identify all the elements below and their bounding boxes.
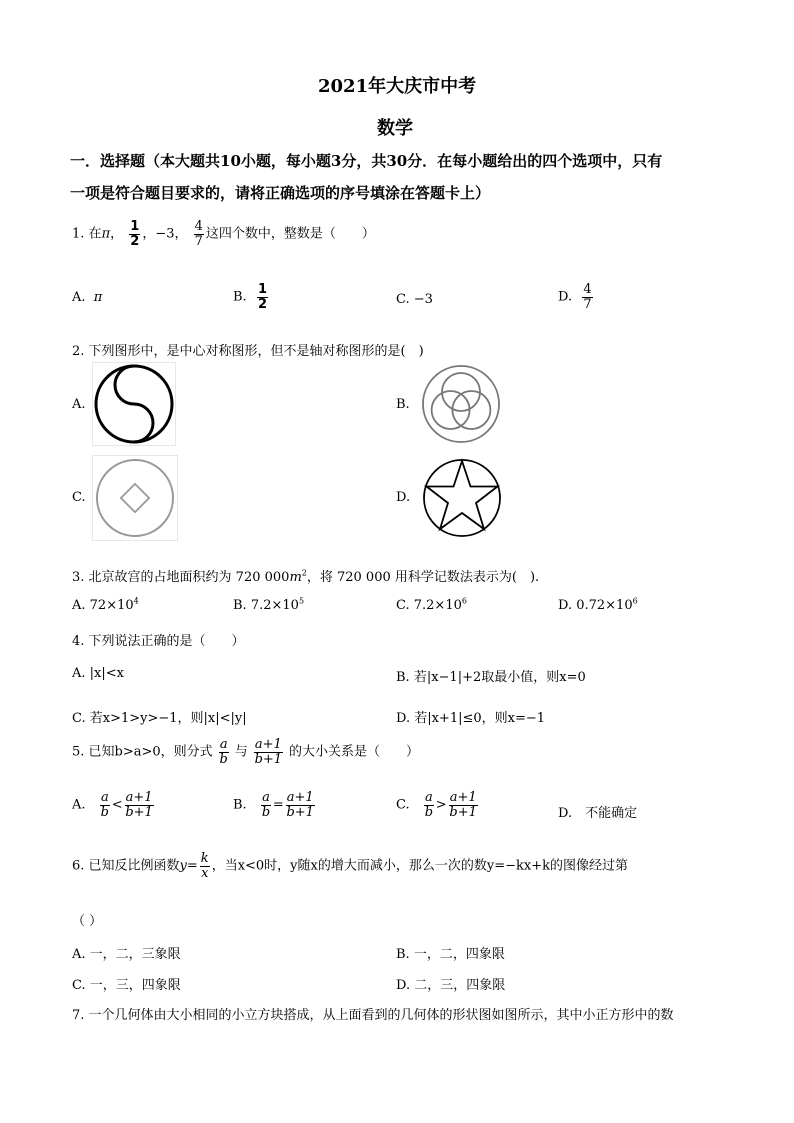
- page-title: 2021年大庆市中考: [318, 76, 477, 97]
- q2-option-b-label[interactable]: B.: [396, 397, 410, 412]
- question-5-stem: 5. 已知b>a>0，则分式 $\frac{a}{b}$ 与 $\frac{a+1}{b+1}$ 的大小关系是（ ）: [72, 737, 419, 767]
- q3-option-c[interactable]: C. $7.2\times 10^6$: [396, 596, 467, 613]
- q1-option-a[interactable]: A. π: [72, 290, 103, 305]
- fraction-one-half: $\frac{1}{2}$: [130, 219, 140, 249]
- q3-option-b[interactable]: B. $7.2\times 10^5$: [233, 596, 305, 613]
- q5-option-b[interactable]: B. $\frac{a}{b}$ = $\frac{a+1}{b+1}$: [233, 790, 314, 820]
- q4-option-a[interactable]: A. |x|<x: [72, 666, 124, 681]
- q5-option-a[interactable]: A. $\frac{a}{b}$ < $\frac{a+1}{b+1}$: [72, 790, 153, 820]
- q5-option-d[interactable]: D. 不能确定: [558, 806, 638, 821]
- section-header-line1: 一．选择题（本大题共10小题，每小题3分，共30分．在每小题给出的四个选项中，只有: [70, 152, 663, 170]
- q4-option-c[interactable]: C. 若x>1>y>−1，则|x|<|y|: [72, 711, 247, 726]
- three-circles-figure: [418, 362, 504, 446]
- q5-option-c[interactable]: C. $\frac{a}{b}$ > $\frac{a+1}{b+1}$: [396, 790, 477, 820]
- q6-option-c[interactable]: C. 一，三，四象限: [72, 978, 181, 993]
- q4-option-b[interactable]: B. 若|x−1|+2取最小值，则x=0: [396, 670, 586, 685]
- q3-option-d[interactable]: D. $0.72\times 10^6$: [558, 596, 638, 613]
- question-6-stem: 6. 已知反比例函数y= $\frac{k}{x}$ ，当x<0时，y随x的增大而减小，那么一次的数y=−kx+k的图像经过第: [72, 851, 628, 881]
- question-4-stem: 4. 下列说法正确的是（ ）: [72, 634, 245, 649]
- subject-title: 数学: [377, 118, 413, 139]
- question-6-paren: （ ）: [72, 914, 103, 929]
- coin-figure: [92, 455, 178, 541]
- star-in-circle-figure: [420, 456, 504, 540]
- yin-yang-figure: [92, 362, 176, 446]
- q4-option-d[interactable]: D. 若|x+1|≤0，则x=−1: [396, 711, 546, 726]
- q1-option-b[interactable]: B. $\frac{1}{2}$: [233, 282, 267, 312]
- question-1-stem: 1. 在π， $\frac{1}{2}$ ，−3， $\frac{4}{7}$ 这四个数中，整数是（ ）: [72, 219, 375, 249]
- q3-option-a[interactable]: A. $72\times 10^4$: [72, 596, 139, 613]
- fraction-four-sevenths: $\frac{4}{7}$: [194, 219, 203, 249]
- question-7-stem: 7. 一个几何体由大小相同的小立方块搭成，从上面看到的几何体的形状图如图所示，其中小正方形中的数: [72, 1008, 674, 1023]
- q2-option-d-label[interactable]: D.: [396, 490, 411, 505]
- q1-option-c[interactable]: C. −3: [396, 292, 433, 307]
- q6-option-d[interactable]: D. 二，三，四象限: [396, 978, 506, 993]
- q2-option-a-label[interactable]: A.: [72, 397, 86, 412]
- q6-option-a[interactable]: A. 一，二，三象限: [72, 947, 181, 962]
- question-3-stem: 3. 北京故宫的占地面积约为 720 $000m^2$，将 720 000 用科学记数法表示为( ).: [72, 568, 540, 585]
- q1-option-d[interactable]: D. $\frac{4}{7}$: [558, 282, 592, 312]
- q2-option-c-label[interactable]: C.: [72, 490, 86, 505]
- q6-option-b[interactable]: B. 一，二，四象限: [396, 947, 505, 962]
- section-header-line2: 一项是符合题目要求的，请将正确选项的序号填涂在答题卡上）: [70, 184, 491, 202]
- question-2-stem: 2. 下列图形中，是中心对称图形，但不是轴对称图形的是( ): [72, 344, 424, 359]
